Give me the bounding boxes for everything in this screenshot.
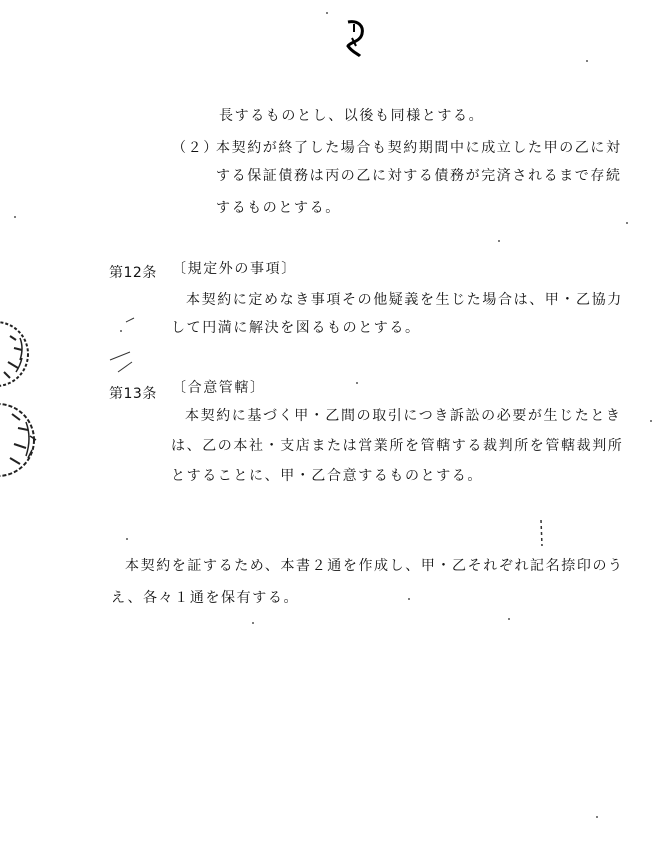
item-2-line-2: する保証債務は丙の乙に対する債務が完済されるまで存続 — [216, 168, 622, 184]
scan-speck — [252, 622, 254, 624]
continuation-line-1: 長するものとし、以後も同様とする。 — [219, 108, 485, 124]
scan-speck — [326, 12, 328, 14]
scan-speck — [498, 240, 500, 242]
closing-line-1: 本契約を証するため、本書２通を作成し、甲・乙それぞれ記名捺印のう — [125, 558, 624, 574]
article-12-line-1: 本契約に定めなき事項その他疑義を生じた場合は、甲・乙協力 — [186, 292, 623, 308]
scan-speck — [650, 420, 652, 422]
article-13-number: 第13条 — [109, 386, 157, 402]
page-number-mark — [344, 18, 366, 58]
item-2-line-3: するものとする。 — [216, 200, 341, 216]
scan-speck — [126, 538, 128, 540]
article-13-line-1: 本契約に基づく甲・乙間の取引につき訴訟の必要が生じたとき — [185, 408, 622, 424]
article-13-line-3: とすることに、甲・乙合意するものとする。 — [171, 468, 483, 484]
article-12-number: 第12条 — [109, 265, 157, 281]
scan-speck — [508, 618, 510, 620]
scan-speck — [408, 598, 410, 600]
article-12-title: 〔規定外の事項〕 — [172, 261, 297, 277]
scan-speck — [586, 60, 588, 62]
scan-speck — [356, 382, 358, 384]
scan-speck — [14, 216, 16, 218]
scan-speck — [626, 222, 628, 224]
closing-line-2: え、各々１通を保有する。 — [111, 590, 300, 606]
scan-speck — [596, 816, 598, 818]
item-2-number: （２） — [172, 140, 219, 156]
article-13-line-2: は、乙の本社・支店または営業所を管轄する裁判所を管轄裁判所 — [171, 438, 624, 454]
article-13-title: 〔合意管轄〕 — [172, 380, 266, 396]
seal-stamp-top — [0, 318, 40, 392]
item-2-line-1: 本契約が終了した場合も契約期間中に成立した甲の乙に対 — [216, 140, 622, 156]
article-12-line-2: して円満に解決を図るものとする。 — [171, 320, 421, 336]
seal-stamp-bottom — [0, 400, 50, 484]
scan-speck — [120, 330, 122, 332]
